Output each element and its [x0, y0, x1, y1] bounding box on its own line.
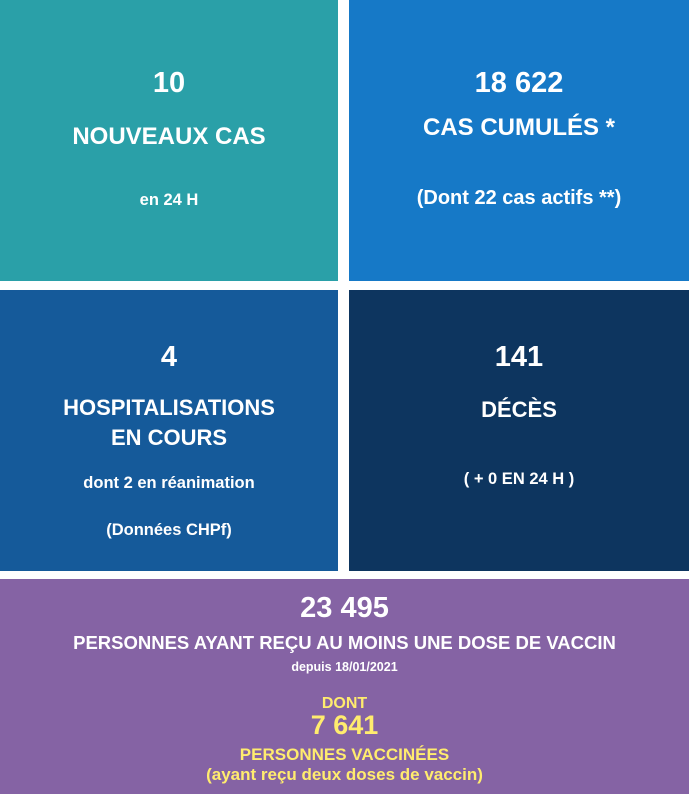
- hospitalisations-value: 4: [160, 341, 178, 373]
- deaths-tile: [349, 290, 689, 571]
- new-cases-tile: [0, 0, 338, 281]
- cumulative-cases-label: CAS CUMULÉS *: [422, 114, 615, 141]
- cumulative-cases-sub: (Dont 22 cas actifs **): [416, 187, 622, 209]
- new-cases-sub: en 24 H: [139, 191, 199, 209]
- fully-vaccinated-label: PERSONNES VACCINÉES: [239, 745, 450, 764]
- deaths-sub: ( + 0 EN 24 H ): [463, 470, 575, 488]
- hospitalisations-label-line1: HOSPITALISATIONS: [63, 395, 275, 420]
- hospitalisations-source: (Données CHPf): [106, 521, 232, 539]
- vaccination-since: depuis 18/01/2021: [291, 660, 398, 674]
- hospitalisations-tile: [0, 290, 338, 571]
- hospitalisations-icu: dont 2 en réanimation: [83, 474, 255, 492]
- vaccination-tile: [0, 579, 689, 794]
- vaccination-value: 23 495: [300, 592, 389, 624]
- deaths-value: 141: [494, 341, 544, 373]
- vaccination-dont: DONT: [321, 695, 368, 712]
- hospitalisations-label-line2: EN COURS: [110, 425, 228, 450]
- new-cases-value: 10: [152, 67, 186, 99]
- new-cases-label: NOUVEAUX CAS: [72, 123, 266, 150]
- fully-vaccinated-value: 7 641: [310, 710, 379, 740]
- deaths-label: DÉCÈS: [481, 397, 557, 422]
- fully-vaccinated-sub: (ayant reçu deux doses de vaccin): [206, 765, 483, 784]
- vaccination-label: PERSONNES AYANT REÇU AU MOINS UNE DOSE DE VACCIN: [73, 632, 616, 653]
- cumulative-cases-value: 18 622: [474, 67, 564, 99]
- cumulative-cases-tile: [349, 0, 689, 281]
